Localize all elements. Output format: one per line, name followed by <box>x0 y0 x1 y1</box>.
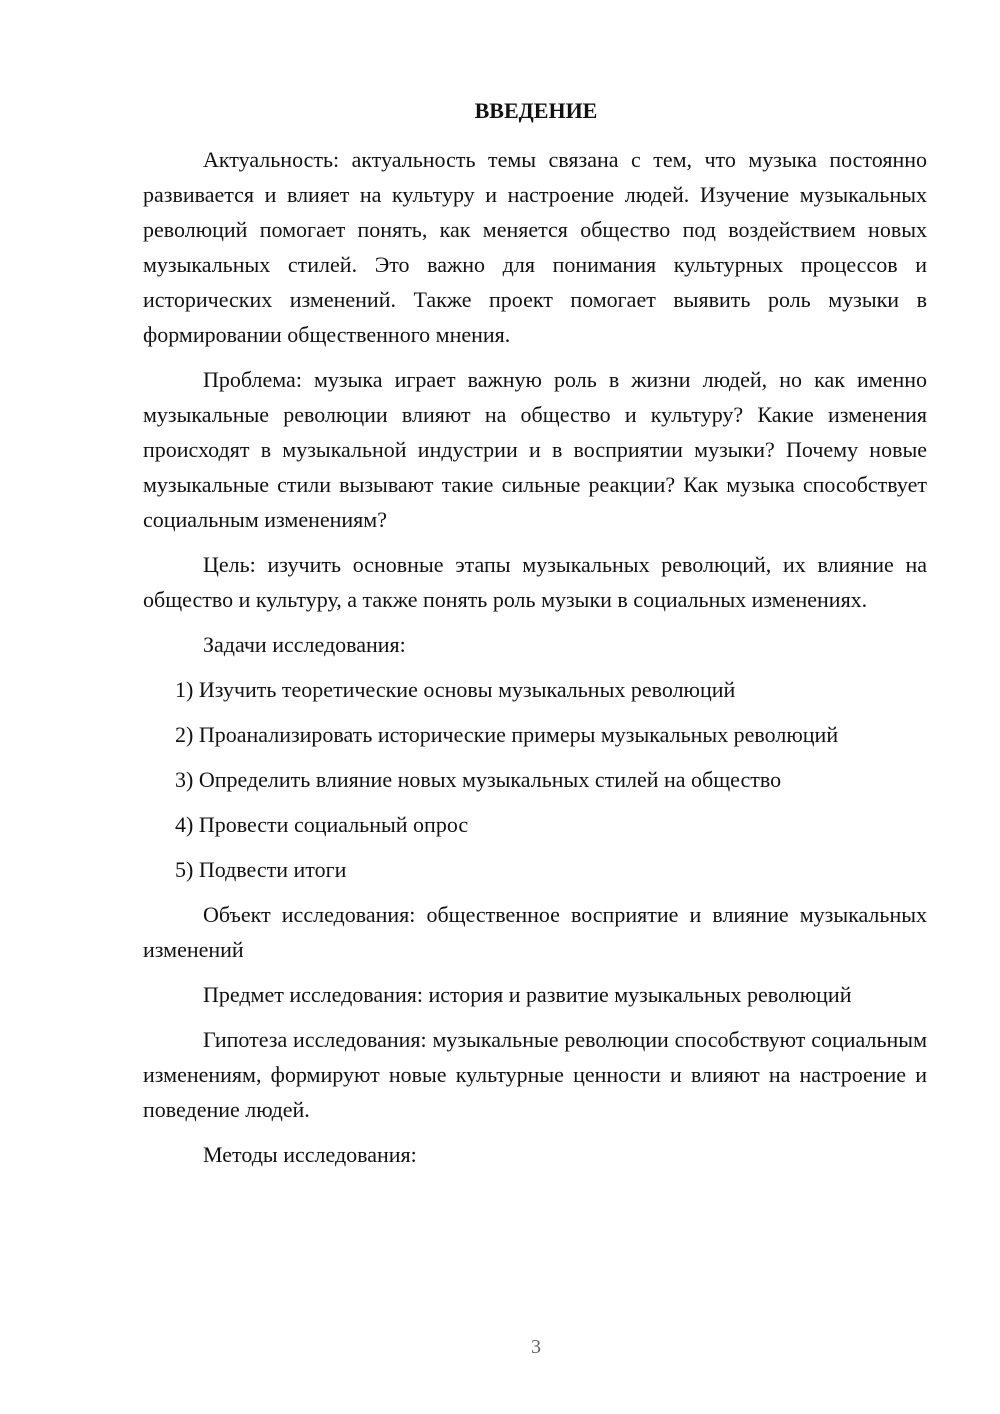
methods-heading: Методы исследования: <box>203 1142 417 1167</box>
document-body <box>143 142 927 1172</box>
goal-paragraph: Цель: изучить основные этапы музыкальных революций, их влияние на общество и культуру, а также понять роль музыки в социальных изменениях. <box>143 552 927 612</box>
task-item: 1) Изучить теоретические основы музыкальных революций <box>175 677 736 702</box>
hypothesis-paragraph: Гипотеза исследования: музыкальные революции способствуют социальным изменениям, формируют новые культурные ценности и влияют на настроение и поведение людей. <box>143 1027 927 1122</box>
task-item: 3) Определить влияние новых музыкальных стилей на общество <box>175 767 782 792</box>
problem-paragraph: Проблема: музыка играет важную роль в жизни людей, но как именно музыкальные революции влияют на общество и культуру? Какие изменения происходят в музыкальной индустрии и в восприятии музыки? Почему новые музыкальные стили вызывают такие сильные реакции? Как музыка способствует социальным изменениям? <box>143 367 927 532</box>
tasks-heading: Задачи исследования: <box>203 632 406 657</box>
task-item: 5) Подвести итоги <box>175 857 347 882</box>
subject-paragraph: Предмет исследования: история и развитие музыкальных революций <box>203 982 852 1007</box>
page-title: ВВЕДЕНИЕ <box>474 98 598 123</box>
relevance-paragraph: Актуальность: актуальность темы связана с тем, что музыка постоянно развивается и влияет на культуру и настроение людей. Изучение музыкальных революций помогает понять, как меняется общество под воздействием новых музыкальных стилей. Это важно для понимания культурных процессов и исторических изменений. Также проект помогает выявить роль музыки в формировании общественного мнения. <box>143 147 927 347</box>
page-number: 3 <box>531 1336 541 1358</box>
object-paragraph: Объект исследования: общественное восприятие и влияние музыкальных изменений <box>143 902 927 962</box>
task-item: 4) Провести социальный опрос <box>175 812 469 837</box>
task-item: 2) Проанализировать исторические примеры музыкальных революций <box>175 722 839 747</box>
